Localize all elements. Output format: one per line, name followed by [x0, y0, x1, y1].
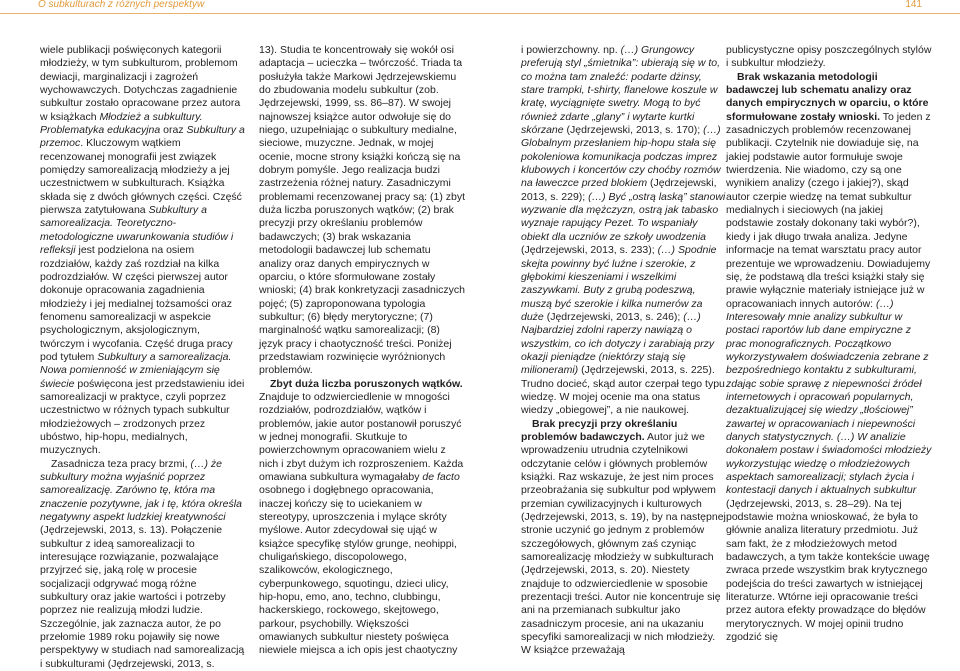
paragraph: [521, 418, 727, 658]
italic-run: (…) Interesowały mnie analizy subkultur w postaci raportów lub dane empiryczne z prac monograficznych. Początkowo wykorzystywałem doświadczenia zebrane z bezpośredniego kontaktu z subkulturami, zdając sobie sprawę z niepewności źródeł internetowych i opracowań popularnych, dezaktualizującej się wiedzy „tłościowej” zawartej w opracowaniach i niepewności danych statystycznych. (…) W analizie dokonałem postaw i świadomości młodzieży wykorzystując wiedzę o młodzieżowych aspektach samorealizacji; stylach życia i kontestacji danych i aktualnych subkultur: [726, 297, 932, 497]
text-column-3: [521, 44, 727, 657]
italic-run: (…) Globalnym przesłaniem hip-hopu stała się pokoleniowa komunikacja podczas imprez klubowych i koncertów czy choćby rozmów na ławeczce przed blokiem: [521, 124, 721, 190]
section-heading: Brak precyzji przy określaniu problemów badawczych.: [521, 417, 678, 443]
text-column-2: [259, 44, 466, 657]
italic-run: (…) że subkultury można wyjaśnić poprzez samorealizację. Zarówno tę, która ma znaczenie pozytywne, jak i tę, która określa negatywny aspekt ludzkiej kreatywności: [40, 457, 242, 524]
text-run: (Jędrzejewski, 2013, s. 233);: [521, 244, 658, 257]
text-run: osobnego i dogłębnego opracowania, inaczej kończy się to uciekaniem w stereotypy, uproszczenia i mylące skróty myślowe. Autor zdecydował się ująć w książce specyfikę stylów grunge, neohippi, chuligańskiego, discopolowego, szalikowców, ekologicznego, cyberpunkowego, squotingu, dzieci ulicy, hip-hopu, emo, ano, techno, clubbingu, hackerskiego, rockowego, skejtowego, parkour, psychobilly. Większości omawianych subkultur niestety poświęca niewiele miejsca a ich opis jest chaotyczny: [259, 484, 458, 657]
text-run: (Jędrzejewski, 2013, s. 225). Trudno docieć, skąd autor czerpał tego typu wiedzę. W mojej ocenie ma ona status wiedzy „obiegowej”, a nie naukowej.: [521, 364, 725, 417]
paragraph: [259, 378, 465, 658]
italic-run: Młodzież a subkultury. Problematyka edukacyjna: [40, 110, 203, 137]
section-heading: Brak wskazania metodologii badawczej lub schematu analizy oraz danych empirycznych w oparciu, o które sformułowane zostały wnioski.: [726, 70, 929, 123]
italic-run: (…) Być „ostrą laską” stanowi wyzwanie dla mężczyzn, ostrą jak tabasko wyznaje rapujący Pezet. To wspaniały obiekt dla uczniów ze szkoły uwodzenia: [521, 190, 726, 243]
italic-run: (…) Najbardziej zdolni raperzy nawiązą o wszystkim, co ich dotyczy i zarabiają przy okazji pieniądze (niektórzy stają się milionerami): [521, 310, 715, 377]
header-rule: [0, 13, 960, 14]
italic-run: (…) Grungowcy preferują styl „śmietnika”: ubierają się w to, co można tam znaleźć: podarte dżinsy, stare trampki, t-shirty, flanelowe koszule w kratę, wyciągnięte swetry. Mogą to być również zdarte „glany” i wytarte kurtki skórzane: [521, 44, 720, 137]
text-run: To jeden z zasadniczych problemów recenzowanej publikacji. Czytelnik nie dowiaduje się, na jakiej podstawie autor formułuje swoje twierdzenia. Nie wiadomo, czy są one wynikiem analizy (czego i jakiej?), skąd autor czerpie wiedzę na temat subkultur medialnych i sieciowych (na jakiej podstawie zostały dokonany taki wybór?), kiedy i jak długo trwała analiza. Jedyne informacje na temat warsztatu pracy autor prezentuje we wprowadzeniu. Dowiadujemy się, że podstawą dla treści książki stały się prawie wyłącznie materiały istniejące już w opracowaniach innych autorów:: [726, 110, 931, 310]
italic-run: Subkultury a przemoc: [40, 124, 245, 150]
text-column-4: [726, 44, 932, 644]
text-run: jest podzielona na osiem rozdziałów, każdy zaś rozdział na kilka podrozdziałów. W części pierwszej autor dokonuje opracowania zagadnienia młodzieży i jej medialnej tożsamości oraz fenomenu samorealizacji w aspekcie psychologicznym, aksjologicznym, twórczym i wycofania. Część druga pracy pod tytułem: [40, 244, 233, 363]
paragraph: [40, 44, 246, 458]
text-run: (Jędrzejewski, 2013, s. 13). Połączenie subkultur z ideą samorealizacji to interesujące rozwiązanie, pozwalające przyjrzeć się, jaką rolę w procesie socjalizacji odgrywać mogą różne subkultury oraz jakie wartości i potrzeby poprzez nie realizują młodzi ludzie. Szczególnie, jak zaznacza autor, że po przełomie 1989 roku pojawiły się nowe perspektywy w studiach nad samorealizacją i subkulturami (Jędrzejewski, 2013, s.: [40, 524, 245, 670]
page-header: [0, 0, 960, 14]
paragraph: [40, 458, 246, 671]
text-run: (Jędrzejewski, 2013, s. 229);: [521, 177, 717, 203]
section-heading: Zbyt duża liczba poruszonych wątków.: [270, 377, 463, 390]
italic-run: Subkultury a samorealizacja. Nowa pomienność w zmieniającym się świecie: [40, 350, 232, 390]
page-number: 141: [905, 0, 922, 10]
italic-run: Subkultury a samorealizacja. Teoretyczno-metodologiczne uwarunkowania studiów i refleksji: [40, 204, 234, 257]
text-run: . Kluczowym wątkiem recenzowanej monografii jest związek pomiędzy samorealizacją młodzieży a jej uczestnictwem w subkulturach. Książka składa się z dwóch głównych części. Część pierwsza zatytułowana: [40, 137, 242, 217]
text-run: poświęcona jest przedstawieniu idei samorealizacji w praktyce, czyli poprzez uczestnictwo w różnych typach subkultur młodzieżowych – zrodzonych przez ubóstwo, hip-hopu, medialnych, muzycznych.: [40, 377, 245, 457]
text-run: wiele publikacji poświęconych kategorii młodzieży, w tym subkulturom, problemom dewiacji, marginalizacji i zagrożeń wychowawczych. Dotychczas zagadnienie subkultur zostało opracowane przez autora w książkach: [40, 44, 241, 123]
text-run: (Jędrzejewski, 2013, s. 170);: [563, 124, 704, 137]
text-run: Znajduje to odzwierciedlenie w mnogości rozdziałów, podrozdziałów, wątków i problemów, jakie autor postanowił poruszyć w jednej monografii. Skutkuje to powierzchownym opracowaniem wielu z nich i zbyt dużym ich rozproszeniem. Każda omawiana subkultura wymagałaby: [259, 390, 464, 483]
paragraph: [521, 44, 727, 418]
text-run: i powierzchowny. np.: [521, 44, 621, 56]
text-run: Autor już we wprowadzeniu utrudnia czytelnikowi odczytanie celów i głównych problemów książki. Raz wskazuje, że jest nim proces przeobrażania się subkultur pod wpływem przemian cywilizacyjnych i kulturowych (Jędrzejewski, 2013, s. 19), by na następnej stronie uczynić go jednym z problemów szczegółowych, głównym zaś czyniąc samorealizację młodzieży w subkulturach (Jędrzejewski, 2013, s. 20). Niestety znajduje to odzwierciedlenie w sposobie prezentacji treści. Autor nie koncentruje się ani na przemianach subkultur jako zasadniczym procesie, ani na ukazaniu specyfiki samorealizacji w nich młodzieży. W książce przeważają: [521, 430, 726, 657]
text-run: 13). Studia te koncentrowały się wokół osi adaptacja – ucieczka – twórczość. Triada ta posłużyła także Markowi Jędrzejewskiemu do zbudowania modelu subkultur (zob. Jędrzejewski, 1999, ss. 86–87). W swojej najnowszej książce autor odwołuje się do niego, uzupełniając o subkultury medialne, sieciowe, muzyczne. Jednak, w mojej ocenie, mocne strony książki kończą się na dobrym pomyśle. Jego realizacja budzi zastrzeżenia różnej natury. Zasadniczymi problemami recenzowanej pracy są: (1) zbyt duża liczba poruszonych wątków; (2) brak precyzji przy określaniu problemów badawczych; (3) brak wskazania metodologii badawczej lub schematu analizy oraz danych empirycznych w oparciu, o które sformułowane zostały wnioski; (4) brak konkretyzacji zasadniczych pojęć; (5) zaproponowana typologia subkultur; (6) błędy merytoryczne; (7) marginalność wątku samorealizacji; (8) język pracy i chaotyczność treści. Poniżej przedstawiam rozwinięcie wyróżnionych problemów.: [259, 44, 466, 377]
running-title: O subkulturach z różnych perspektyw: [38, 0, 205, 10]
italic-run: (…) Spodnie skejta powinny być luźne i szerokie, z głębokimi kieszeniami i wszelkimi zaszywkami. Buty z grubą podeszwą, muszą być szerokie i kilka numerów za duże: [521, 244, 717, 323]
paragraph: [259, 44, 465, 378]
text-run: Zasadnicza teza pracy brzmi,: [51, 457, 191, 470]
italic-run: de facto: [422, 471, 460, 483]
text-run: (Jędrzejewski, 2013, s. 28–29). Na tej podstawie można wnioskować, że była to głównie analiza literatury przedmiotu. Już sam fakt, że z młodzieżowych metod badawczych, a tym także kontekście uwagę zwraca przede wszystkim brak krytycznego podejścia do treści zawartych w istniejącej literaturze. Wtórne ieji opracowanie treści przez autora efekty prowadzące do błędów merytorycznych. W mojej opinii trudno zgodzić się: [726, 497, 930, 644]
text-run: (Jędrzejewski, 2013, s. 246);: [543, 310, 684, 323]
paragraph: [726, 44, 932, 71]
text-run: publicystyczne opisy poszczególnych stylów i subkultur młodzieży.: [726, 44, 932, 70]
text-column-1: [40, 44, 246, 670]
text-run: oraz: [160, 124, 187, 137]
paragraph: [726, 71, 932, 645]
